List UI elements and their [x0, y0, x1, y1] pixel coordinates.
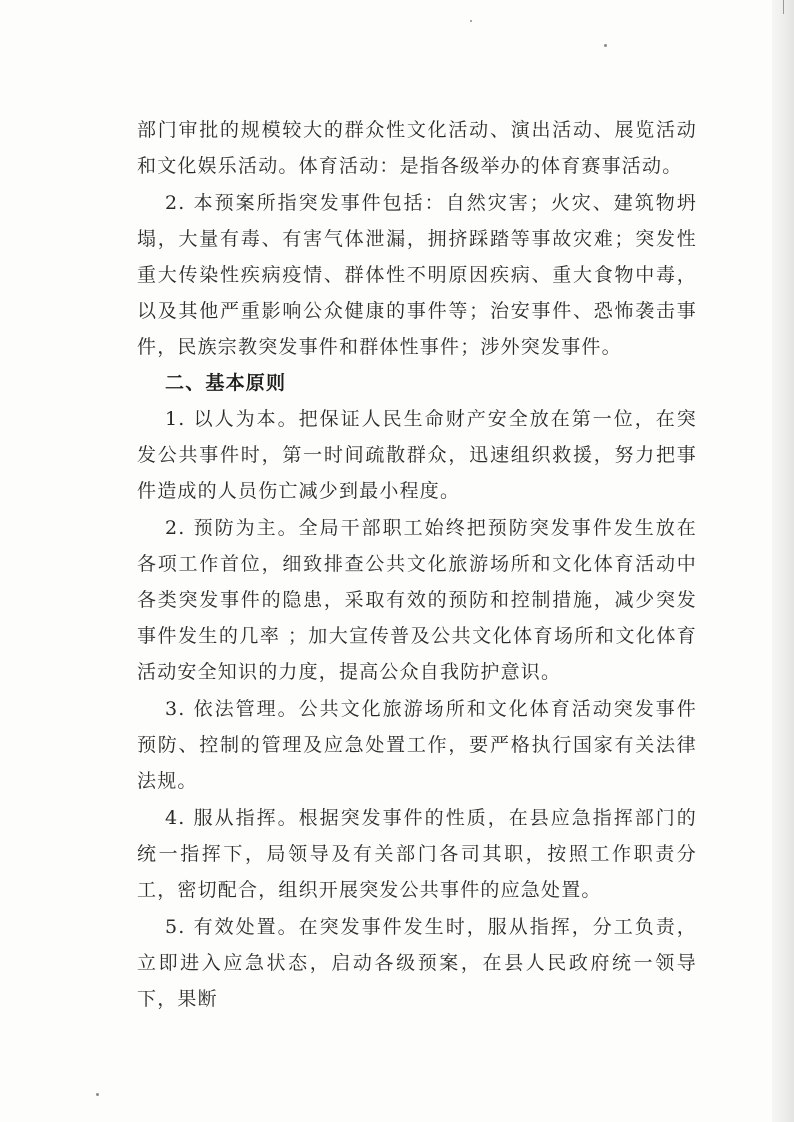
principle-effective-handling: 5. 有效处置。在突发事件发生时，服从指挥，分工负责，立即进入应急状态，启动各级预案，在县人民政府统一领导下，果断: [137, 916, 697, 1010]
document-body: [137, 112, 697, 1017]
scan-speck: [96, 1093, 99, 1096]
page-edge-shadow: [772, 0, 794, 1122]
paragraph-continuation: 部门审批的规模较大的群众性文化活动、演出活动、展览活动和文化娱乐活动。体育活动：是指各级举办的体育赛事活动。: [137, 119, 697, 177]
corner-crop-mark: [775, 0, 784, 14]
principle-lawful-management: 3. 依法管理。公共文化旅游场所和文化体育活动突发事件预防、控制的管理及应急处置工作，要严格执行国家有关法律法规。: [137, 698, 697, 792]
paragraph-emergency-scope: 2. 本预案所指突发事件包括：自然灾害；火灾、建筑物坍塌，大量有毒、有害气体泄漏，拥挤踩踏等事故灾难；突发性重大传染性疾病疫情、群体性不明原因疾病、重大食物中毒，以及其他严重影响公众健康的事件等；治安事件、恐怖袭击事件，民族宗教突发事件和群体性事件；涉外突发事件。: [137, 192, 697, 358]
principle-obey-command: 4. 服从指挥。根据突发事件的性质，在县应急指挥部门的统一指挥下，局领导及有关部门各司其职，按照工作职责分工，密切配合，组织开展突发公共事件的应急处置。: [137, 807, 697, 901]
scan-speck: [604, 44, 607, 47]
scan-speck: [470, 20, 472, 22]
principle-prevention-first: 2. 预防为主。全局干部职工始终把预防突发事件发生放在各项工作首位，细致排查公共文化旅游场所和文化体育活动中各类突发事件的隐患，采取有效的预防和控制措施，减少突发事件发生的几率 ；加大宣传普及公共文化体育场所和文化体育活动安全知识的力度，提高公众自我防护意识。: [137, 517, 697, 683]
section-heading-basic-principles: 二、基本原则: [165, 372, 287, 394]
principle-people-first: 1. 以人为本。把保证人民生命财产安全放在第一位，在突发公共事件时，第一时间疏散群众，迅速组织救援，努力把事件造成的人员伤亡减少到最小程度。: [137, 408, 697, 502]
